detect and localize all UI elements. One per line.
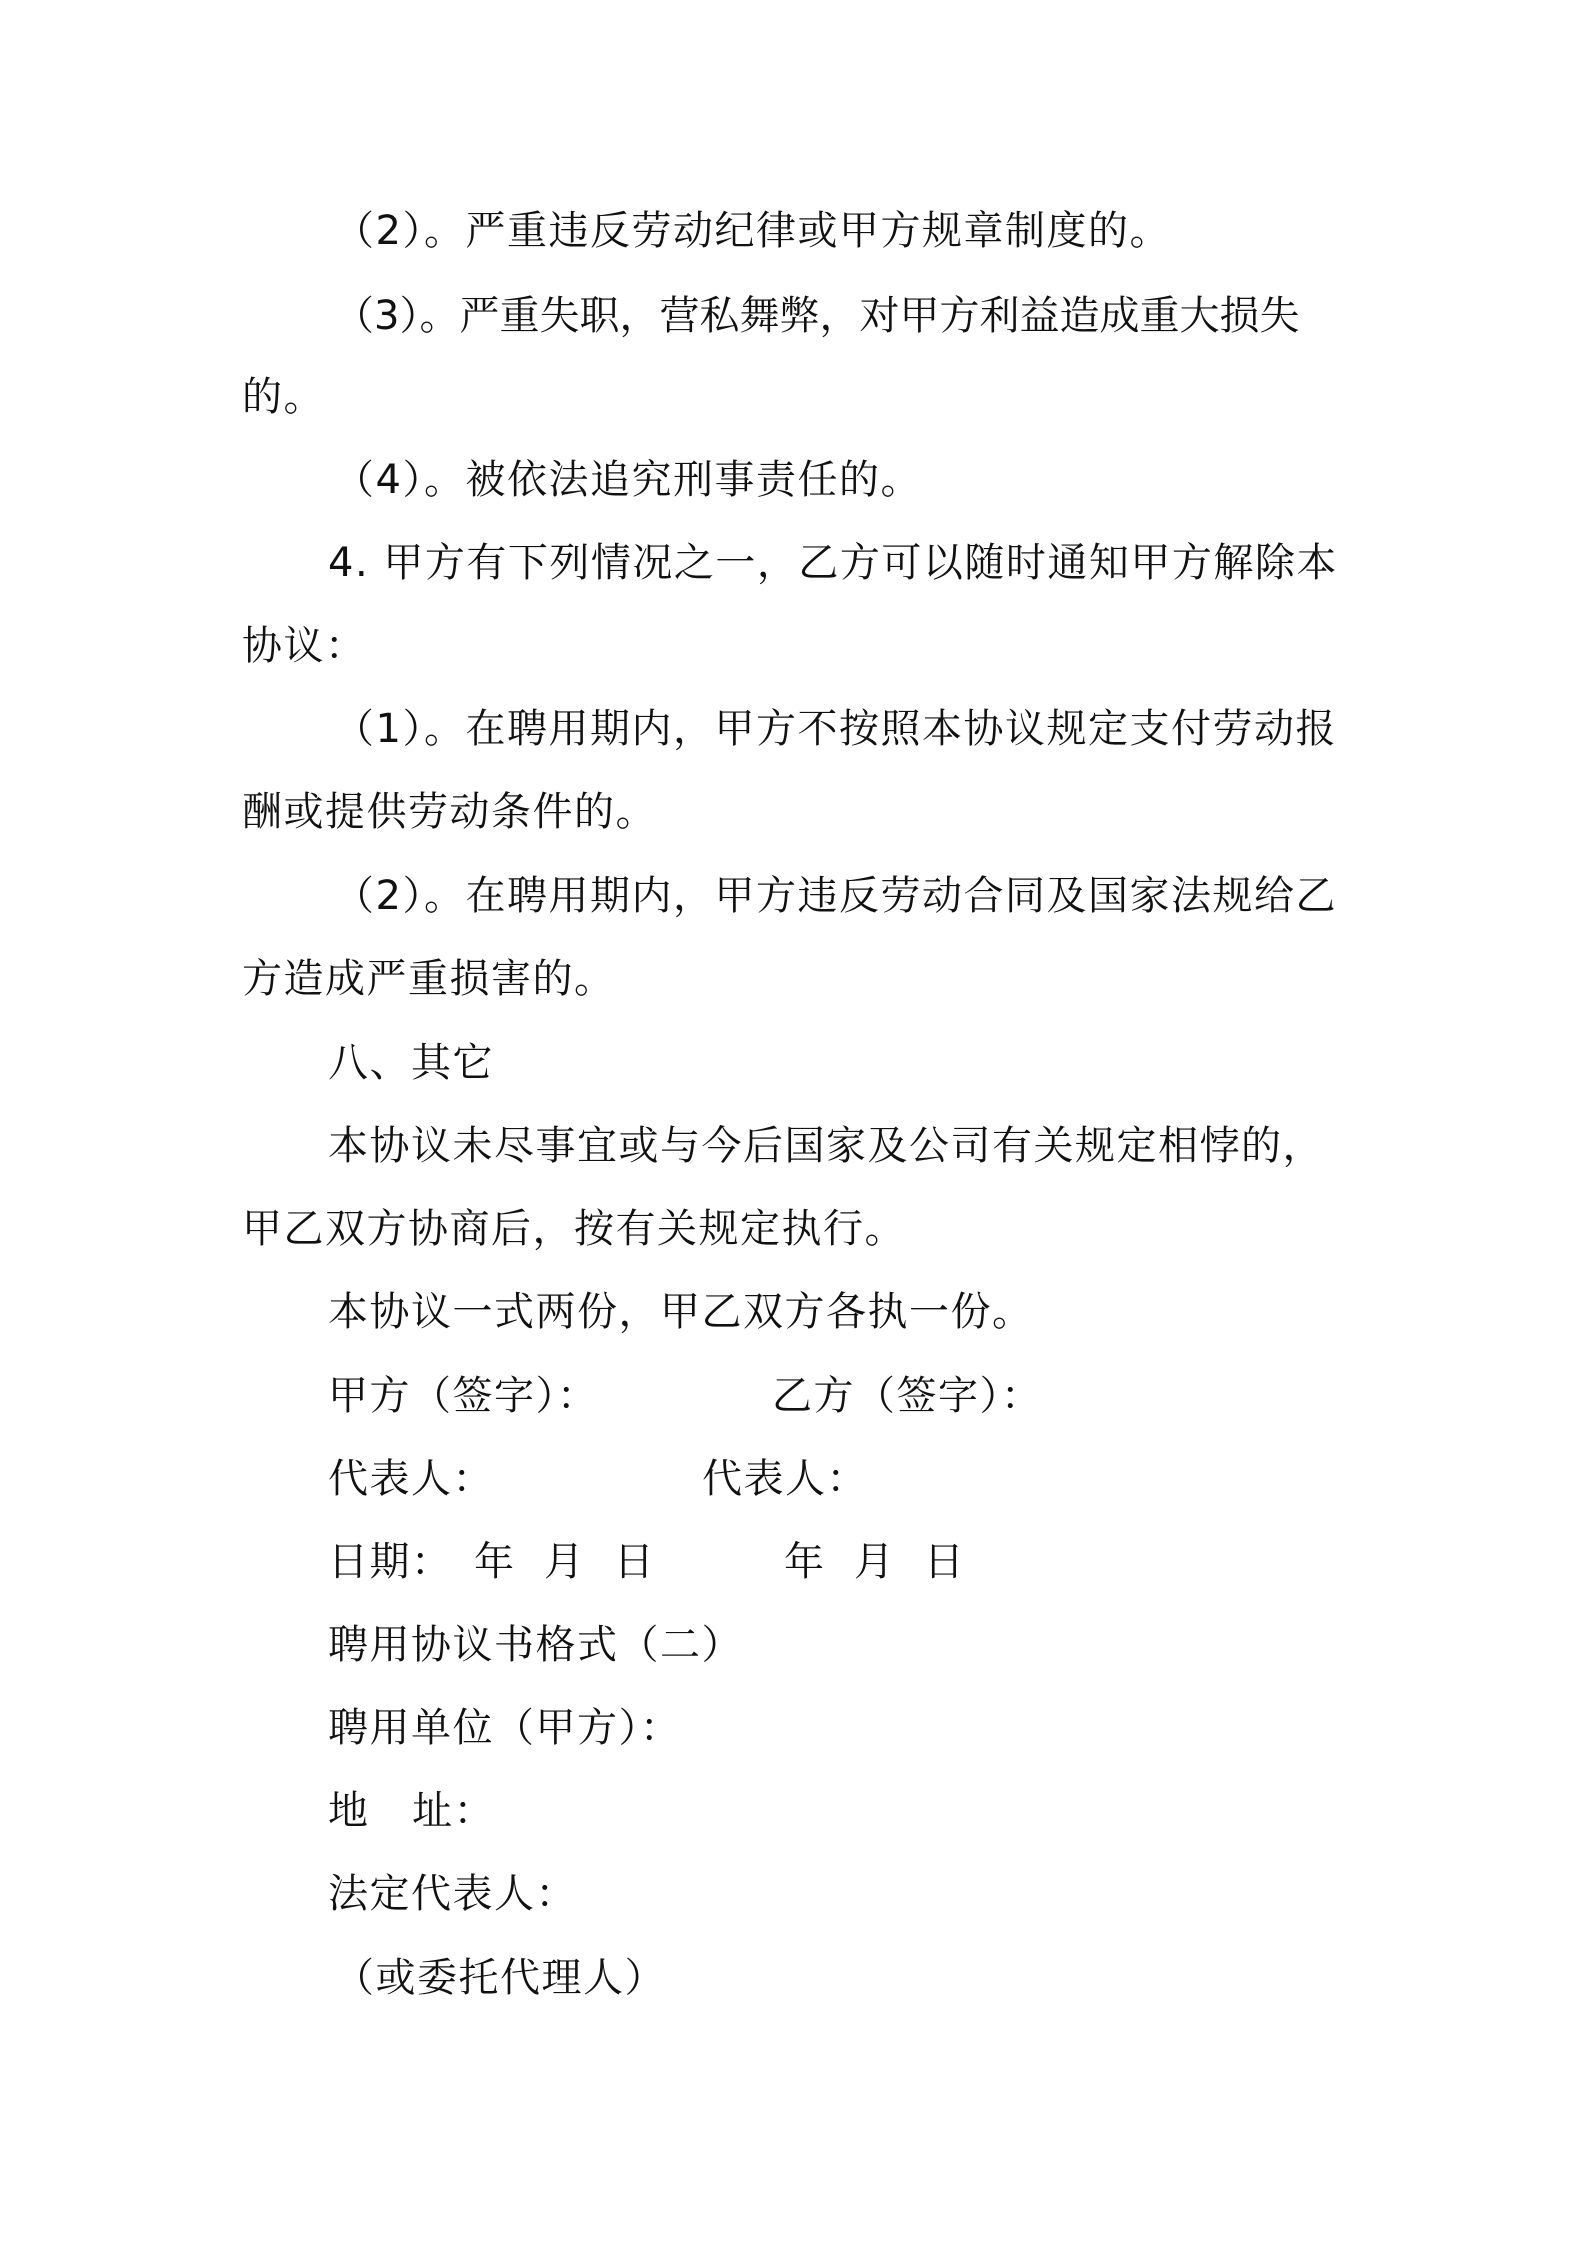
clause-7-4-2-line2: 方造成严重损害的。 xyxy=(242,956,616,1002)
party-b-representative-label: 代表人： xyxy=(702,1456,868,1502)
format-2-title: 聘用协议书格式（二） xyxy=(328,1622,743,1668)
employer-label: 聘用单位（甲方）： xyxy=(328,1705,682,1751)
party-a-date: 年 月 日 xyxy=(474,1539,656,1585)
section-8-para1-line2: 甲乙双方协商后，按有关规定执行。 xyxy=(242,1206,906,1252)
clause-7-3-3-line1: （3）。严重失职，营私舞弊，对甲方利益造成重大损失 xyxy=(334,293,1300,339)
clause-7-3-4: （4）。被依法追究刑事责任的。 xyxy=(334,457,922,503)
party-a-signature-label: 甲方（签字）： xyxy=(328,1373,599,1419)
clause-7-4-2-line1: （2）。在聘用期内，甲方违反劳动合同及国家法规给乙 xyxy=(334,873,1337,919)
legal-representative-label: 法定代表人： xyxy=(328,1871,577,1917)
agent-label: （或委托代理人） xyxy=(334,1955,666,2001)
section-8-para1-line1: 本协议未尽事宜或与今后国家及公司有关规定相悖的， xyxy=(328,1123,1324,1169)
clause-7-4-line2: 协议： xyxy=(242,623,367,669)
section-8-para2: 本协议一式两份，甲乙双方各执一份。 xyxy=(328,1289,1034,1335)
clause-7-3-2: （2）。严重违反劳动纪律或甲方规章制度的。 xyxy=(334,208,1171,254)
date-label: 日期： xyxy=(328,1539,453,1585)
section-8-heading: 八、其它 xyxy=(328,1040,494,1086)
clause-7-4-1-line1: （1）。在聘用期内，甲方不按照本协议规定支付劳动报 xyxy=(334,706,1337,752)
party-b-date: 年 月 日 xyxy=(784,1539,966,1585)
clause-7-4-1-line2: 酬或提供劳动条件的。 xyxy=(242,789,657,835)
clause-7-4-line1: 4. 甲方有下列情况之一，乙方可以随时通知甲方解除本 xyxy=(328,540,1338,586)
address-label: 地 址： xyxy=(328,1788,496,1834)
party-a-representative-label: 代表人： xyxy=(328,1456,494,1502)
clause-7-3-3-line2: 的。 xyxy=(242,374,325,420)
party-b-signature-label: 乙方（签字）： xyxy=(772,1373,1043,1419)
